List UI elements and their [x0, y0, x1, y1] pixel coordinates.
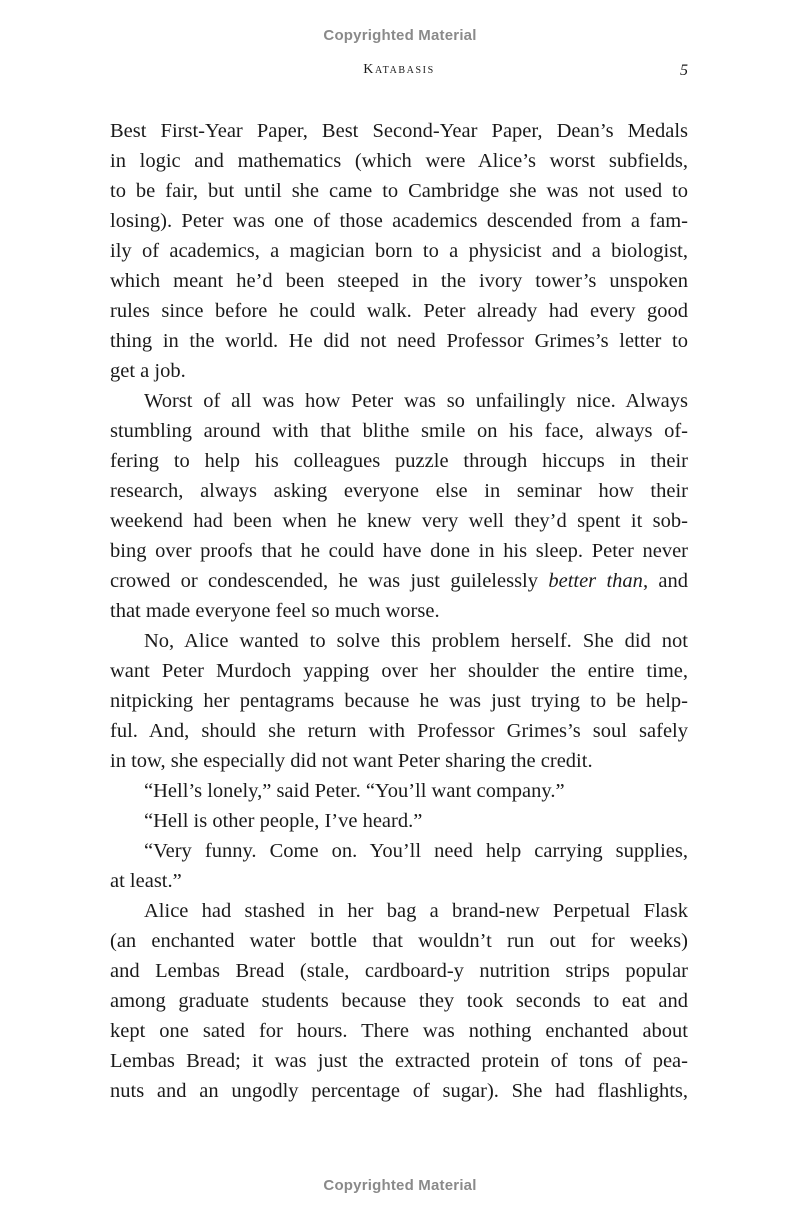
text-line: rules since before he could walk. Peter already had every good	[110, 300, 688, 322]
paragraph-1	[110, 116, 688, 386]
text-line: among graduate students because they took seconds to eat and	[110, 990, 688, 1012]
running-title: Katabasis	[363, 62, 435, 77]
text-line: want Peter Murdoch yapping over her shoulder the entire time,	[110, 660, 688, 682]
text-line: losing). Peter was one of those academics descended from a fam-	[110, 210, 688, 232]
paragraph-4	[110, 776, 688, 806]
paragraph-7	[110, 896, 688, 1106]
text-line: Lembas Bread; it was just the extracted protein of tons of pea-	[110, 1050, 688, 1072]
text-segment: crowed or condescended, he was just guilelessly	[110, 570, 549, 592]
emphasized-text: better than	[548, 570, 643, 592]
running-head	[110, 62, 688, 82]
page-number: 5	[680, 62, 688, 79]
paragraph-3	[110, 626, 688, 776]
text-line: in tow, she especially did not want Peter sharing the credit.	[110, 750, 593, 772]
text-line: No, Alice wanted to solve this problem herself. She did not	[144, 630, 688, 652]
text-line: “Hell is other people, I’ve heard.”	[144, 810, 423, 832]
text-line: that made everyone feel so much worse.	[110, 600, 440, 622]
text-line: ful. And, should she return with Professor Grimes’s soul safely	[110, 720, 688, 742]
text-line: get a job.	[110, 360, 186, 382]
text-line: research, always asking everyone else in seminar how their	[110, 480, 688, 502]
paragraph-2	[110, 386, 688, 626]
text-line: in logic and mathematics (which were Alice’s worst subfields,	[110, 150, 688, 172]
text-line: at least.”	[110, 870, 182, 892]
watermark-top: Copyrighted Material	[323, 27, 477, 44]
text-line: to be fair, but until she came to Cambridge she was not used to	[110, 180, 688, 202]
watermark-bottom: Copyrighted Material	[323, 1177, 477, 1194]
paragraph-5	[110, 806, 688, 836]
text-line: weekend had been when he knew very well they’d spent it sob-	[110, 510, 688, 532]
text-line: “Very funny. Come on. You’ll need help carrying supplies,	[144, 840, 688, 862]
text-line: stumbling around with that blithe smile on his face, always of-	[110, 420, 688, 442]
text-line: thing in the world. He did not need Professor Grimes’s letter to	[110, 330, 688, 352]
text-line-emphasis	[110, 566, 688, 596]
text-line: Alice had stashed in her bag a brand-new Perpetual Flask	[144, 900, 688, 922]
text-line: nitpicking her pentagrams because he was just trying to be help-	[110, 690, 688, 712]
text-segment: , and	[642, 570, 688, 592]
body-text	[110, 116, 688, 1106]
text-line: and Lembas Bread (stale, cardboard-y nutrition strips popular	[110, 960, 688, 982]
text-line: nuts and an ungodly percentage of sugar). She had flashlights,	[110, 1080, 688, 1102]
text-line: fering to help his colleagues puzzle through hiccups in their	[110, 450, 688, 472]
text-line: kept one sated for hours. There was nothing enchanted about	[110, 1020, 688, 1042]
text-line: which meant he’d been steeped in the ivory tower’s unspoken	[110, 270, 688, 292]
text-line: Best First-Year Paper, Best Second-Year Paper, Dean’s Medals	[110, 120, 688, 142]
text-line: ily of academics, a magician born to a physicist and a biologist,	[110, 240, 688, 262]
text-line: “Hell’s lonely,” said Peter. “You’ll want company.”	[144, 780, 565, 802]
text-line: Worst of all was how Peter was so unfailingly nice. Always	[144, 390, 688, 412]
text-line: (an enchanted water bottle that wouldn’t run out for weeks)	[110, 930, 688, 952]
paragraph-6	[110, 836, 688, 896]
text-line: bing over proofs that he could have done in his sleep. Peter never	[110, 540, 688, 562]
